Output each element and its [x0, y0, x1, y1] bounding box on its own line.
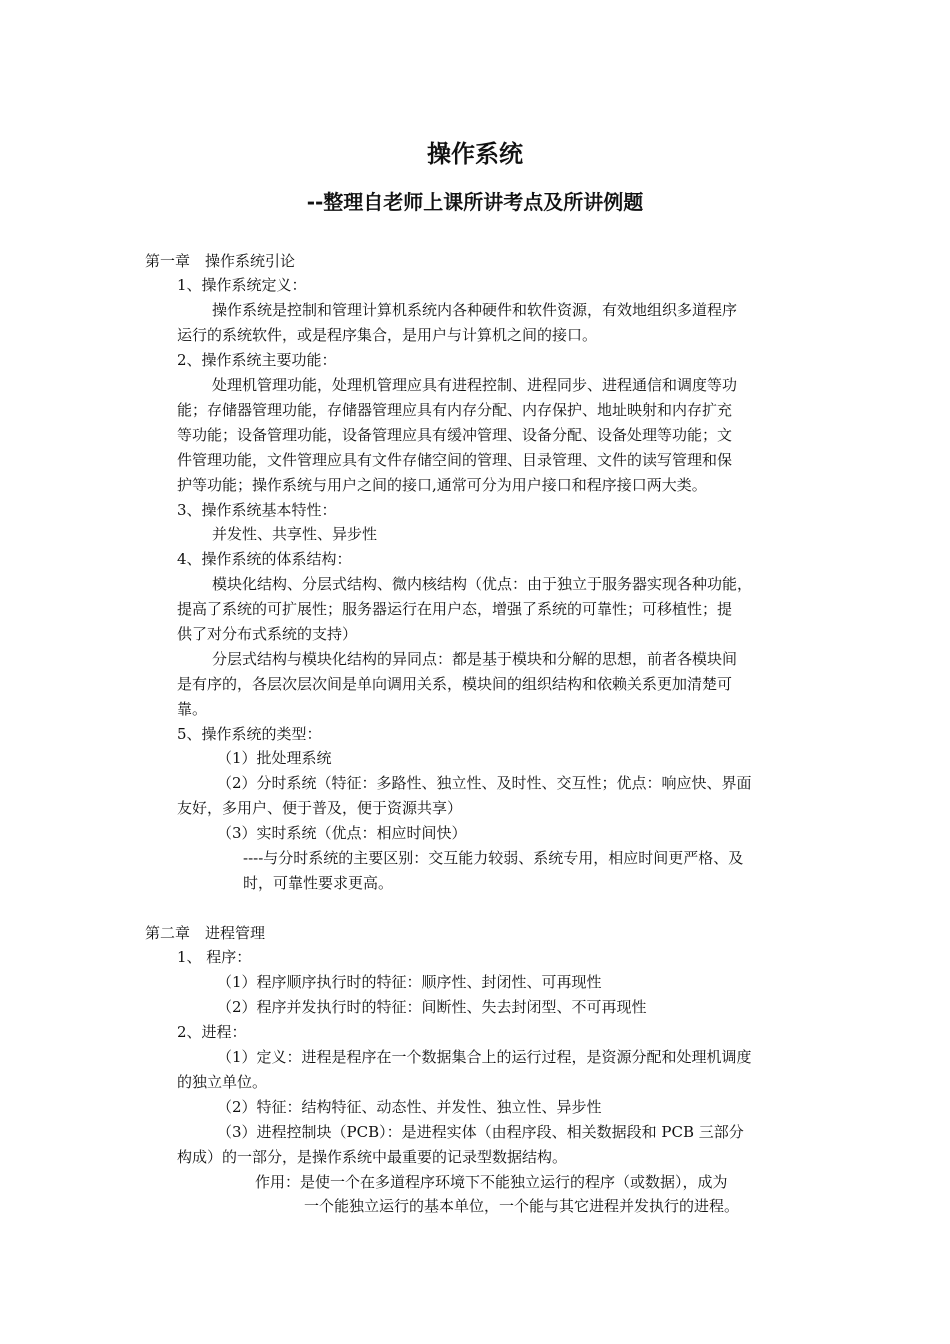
- list-item: （3）进程控制块（PCB）：是进程实体（由程序段、相关数据段和 PCB 三部分: [217, 1123, 744, 1141]
- paragraph-line: 等功能；设备管理功能，设备管理应具有缓冲管理、设备分配、设备处理等功能；文: [177, 426, 733, 444]
- section-heading: 2、操作系统主要功能：: [177, 351, 337, 369]
- paragraph-line: 构成）的一部分，是操作系统中最重要的记录型数据结构。: [177, 1148, 568, 1166]
- list-item: （1）定义：进程是程序在一个数据集合上的运行过程，是资源分配和处理机调度: [217, 1048, 752, 1066]
- paragraph-line: 靠。: [177, 700, 208, 718]
- paragraph-line: 模块化结构、分层式结构、微内核结构（优点：由于独立于服务器实现各种功能，: [212, 575, 753, 593]
- list-item: （2）分时系统（特征：多路性、独立性、及时性、交互性；优点：响应快、界面: [217, 774, 752, 792]
- paragraph-line: 时，可靠性要求更高。: [243, 874, 394, 892]
- list-item: （3）实时系统（优点：相应时间快）: [217, 824, 467, 842]
- list-item: （1）批处理系统: [217, 749, 332, 767]
- paragraph-line: 友好，多用户、便于普及，便于资源共享）: [177, 799, 463, 817]
- paragraph-line: 作用：是使一个在多道程序环境下不能独立运行的程序（或数据），成为: [255, 1173, 728, 1191]
- section-heading: 2、进程：: [177, 1023, 247, 1041]
- section-heading: 5、操作系统的类型：: [177, 725, 322, 743]
- paragraph-line: 护等功能；操作系统与用户之间的接口,通常可分为用户接口和程序接口两大类。: [177, 476, 707, 494]
- paragraph-line: 件管理功能，文件管理应具有文件存储空间的管理、目录管理、文件的读写管理和保: [177, 451, 733, 469]
- paragraph-line: 处理机管理功能，处理机管理应具有进程控制、进程同步、进程通信和调度等功: [212, 376, 738, 394]
- chapter-2-heading: 第二章 进程管理: [145, 924, 266, 942]
- paragraph-line: 并发性、共享性、异步性: [212, 525, 378, 543]
- page-title: 操作系统: [427, 140, 523, 168]
- paragraph-line: 供了对分布式系统的支持）: [177, 625, 358, 643]
- paragraph-line: 提高了系统的可扩展性；服务器运行在用户态，增强了系统的可靠性；可移植性；提: [177, 600, 733, 618]
- paragraph-line: 一个能独立运行的基本单位，一个能与其它进程并发执行的进程。: [304, 1197, 740, 1215]
- section-heading: 4、操作系统的体系结构：: [177, 550, 352, 568]
- list-item: （1）程序顺序执行时的特征：顺序性、封闭性、可再现性: [217, 973, 602, 991]
- list-item: （2）程序并发执行时的特征：间断性、失去封闭型、不可再现性: [217, 998, 647, 1016]
- paragraph-line: 的独立单位。: [177, 1073, 268, 1091]
- paragraph-line: 是有序的，各层次层次间是单向调用关系，模块间的组织结构和依赖关系更加清楚可: [177, 675, 733, 693]
- paragraph-line: 操作系统是控制和管理计算机系统内各种硬件和软件资源，有效地组织多道程序: [212, 301, 738, 319]
- paragraph-line: 分层式结构与模块化结构的异同点：都是基于模块和分解的思想，前者各模块间: [212, 650, 738, 668]
- paragraph-line: 运行的系统软件，或是程序集合，是用户与计算机之间的接口。: [177, 326, 598, 344]
- page-subtitle: --整理自老师上课所讲考点及所讲例题: [306, 190, 644, 214]
- paragraph-line: ----与分时系统的主要区别：交互能力较弱、系统专用，相应时间更严格、及: [243, 849, 744, 867]
- section-heading: 3、操作系统基本特性：: [177, 501, 337, 519]
- section-heading: 1、 程序：: [177, 948, 252, 966]
- section-heading: 1、操作系统定义：: [177, 276, 307, 294]
- list-item: （2）特征：结构特征、动态性、并发性、独立性、异步性: [217, 1098, 602, 1116]
- chapter-1-heading: 第一章 操作系统引论: [145, 252, 296, 270]
- paragraph-line: 能；存储器管理功能，存储器管理应具有内存分配、内存保护、地址映射和内存扩充: [177, 401, 733, 419]
